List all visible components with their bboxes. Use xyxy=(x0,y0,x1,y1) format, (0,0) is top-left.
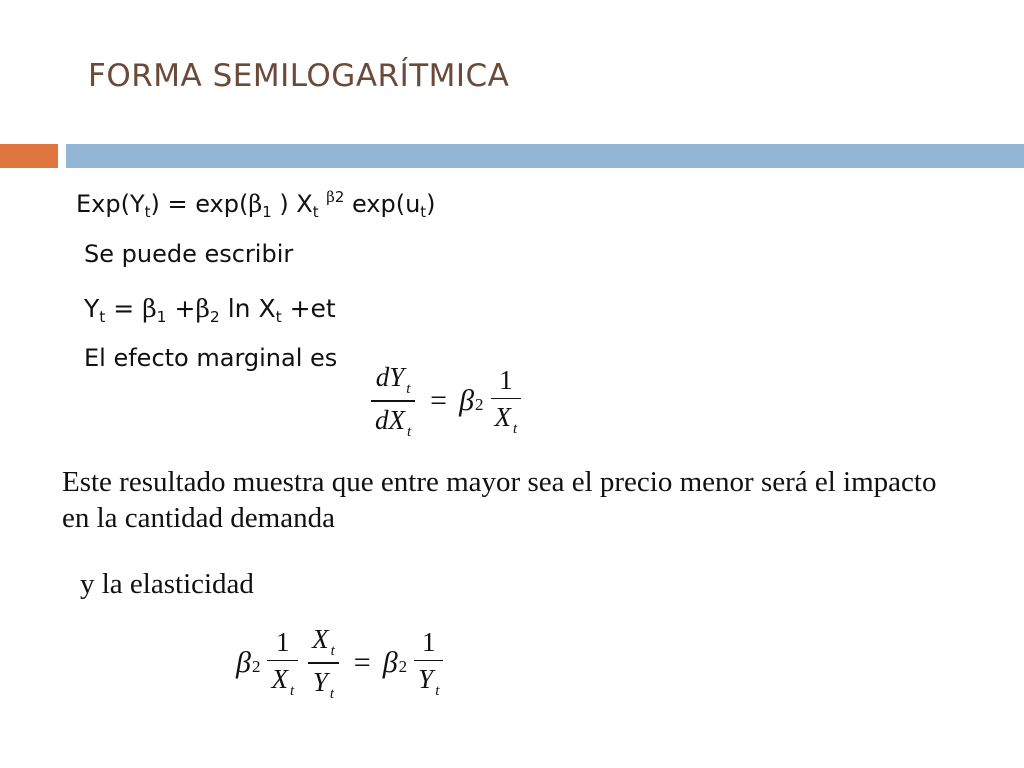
fraction-one-over-x: $\frac{1}{X _t}$ xyxy=(491,365,522,438)
fraction-x-over-y: $\frac{X _t}{Y _t}$ xyxy=(308,624,339,702)
equation-exponential: $Exp(Y_t) = \exp(\beta_1$ ) $X_t$ $^{\beta 2}$ $\exp(u_t)$ xyxy=(76,188,436,222)
equation-marginal-effect: $\frac{dY _t}{dX _t}$ = β2 $\frac{1}{X _t}$ xyxy=(368,362,524,440)
text-se-puede-escribir: Se puede escribir xyxy=(84,240,294,268)
equation-elasticity: β2 $\frac{1}{X _t}$ $\frac{X _t}{Y _t}$ = β2 $\frac{1}{Y _t}$ xyxy=(236,624,446,702)
accent-bar-orange xyxy=(0,144,58,168)
equation-semilog: $Y_t = \beta_1 +\beta_2$ $\ln X_t +et$ xyxy=(84,294,336,327)
text-elasticidad: y la elasticidad xyxy=(80,568,254,600)
fraction-one-over-y: $\frac{1}{Y _t}$ xyxy=(414,627,443,700)
text-efecto-marginal: El efecto marginal es xyxy=(84,344,338,372)
slide-title: FORMA SEMILOGARÍTMICA xyxy=(88,58,510,94)
accent-bar-blue xyxy=(66,144,1024,168)
fraction-one-over-x: $\frac{1}{X _t}$ xyxy=(267,627,298,700)
paragraph-result: Este resultado muestra que entre mayor sea el precio menor será el impacto en la cantidad demanda xyxy=(62,466,937,534)
fraction-derivative: $\frac{dY _t}{dX _t}$ xyxy=(371,362,415,440)
